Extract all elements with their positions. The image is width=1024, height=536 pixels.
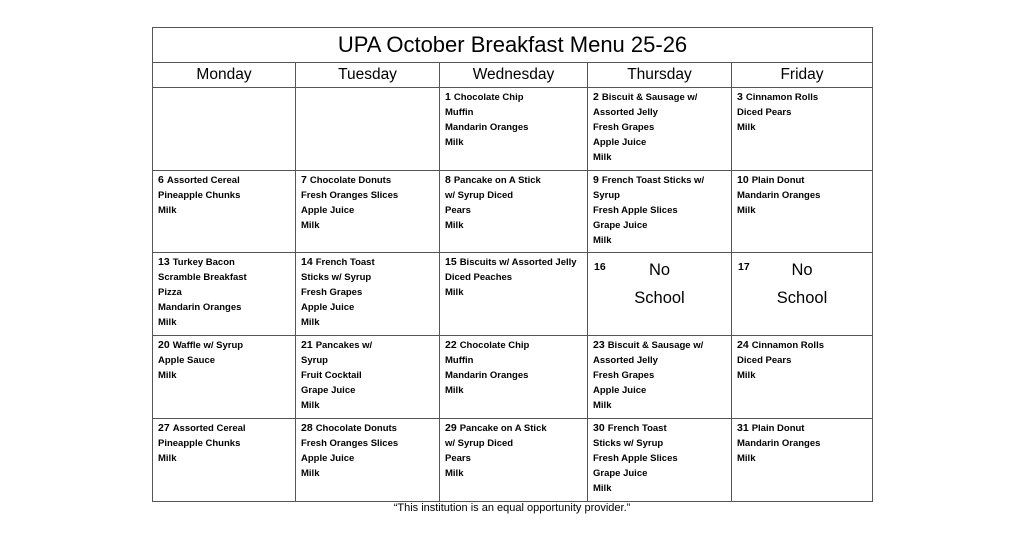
menu-item bbox=[593, 173, 726, 188]
menu-item-text: French Toast bbox=[607, 423, 667, 434]
day-cell-thursday bbox=[588, 253, 732, 336]
menu-item bbox=[593, 398, 726, 413]
week-row bbox=[153, 253, 873, 336]
no-school-line: School bbox=[634, 289, 685, 307]
day-cell-wednesday bbox=[440, 336, 588, 419]
menu-item bbox=[593, 436, 726, 451]
menu-item-text: Milk bbox=[445, 220, 464, 231]
menu-item-text: Pancakes w/ bbox=[315, 340, 373, 351]
menu-item-text: Milk bbox=[737, 205, 756, 216]
menu-item-text: Milk bbox=[445, 137, 464, 148]
menu-item-text: Apple Juice bbox=[301, 453, 355, 464]
menu-item-text: Turkey Bacon bbox=[172, 257, 235, 268]
menu-item bbox=[301, 338, 434, 353]
menu-item bbox=[301, 173, 434, 188]
menu-item-text: Diced Pears bbox=[737, 107, 792, 118]
day-cell-tuesday bbox=[296, 419, 440, 502]
menu-item bbox=[445, 466, 582, 481]
menu-item-text: Milk bbox=[737, 370, 756, 381]
date-number: 9 bbox=[593, 174, 599, 186]
menu-item bbox=[158, 203, 290, 218]
menu-item-text: French Toast bbox=[315, 257, 375, 268]
day-cell-thursday bbox=[588, 171, 732, 253]
menu-item-text: w/ Syrup Diced bbox=[445, 438, 514, 449]
menu-item bbox=[301, 188, 434, 203]
menu-item bbox=[445, 218, 582, 233]
menu-item-text: Pancake on A Stick bbox=[453, 175, 541, 186]
equal-opportunity-footer: “This institution is an equal opportunity provider.” bbox=[393, 502, 631, 514]
day-cell-wednesday bbox=[440, 253, 588, 336]
date-number: 17 bbox=[738, 261, 750, 273]
menu-item bbox=[301, 466, 434, 481]
menu-item bbox=[158, 338, 290, 353]
menu-item bbox=[593, 218, 726, 233]
menu-item-text: Grape Juice bbox=[593, 220, 648, 231]
day-cell-monday bbox=[153, 88, 296, 171]
menu-item bbox=[593, 466, 726, 481]
menu-item-text: Fresh Apple Slices bbox=[593, 453, 678, 464]
menu-item bbox=[158, 353, 290, 368]
menu-item bbox=[593, 338, 726, 353]
menu-item bbox=[445, 90, 582, 105]
day-header-friday: Friday bbox=[732, 63, 873, 88]
menu-item bbox=[445, 368, 582, 383]
menu-item bbox=[737, 451, 867, 466]
menu-item-text: Milk bbox=[158, 205, 177, 216]
menu-item-text: Diced Peaches bbox=[445, 272, 513, 283]
no-school-label bbox=[588, 256, 731, 312]
week-row bbox=[153, 88, 873, 171]
menu-item-text: Mandarin Oranges bbox=[737, 190, 821, 201]
menu-item bbox=[593, 451, 726, 466]
day-header-thursday: Thursday bbox=[588, 63, 732, 88]
menu-item-text: Pears bbox=[445, 453, 471, 464]
menu-item-text: Milk bbox=[301, 317, 320, 328]
menu-item bbox=[301, 203, 434, 218]
menu-item-text: Milk bbox=[445, 468, 464, 479]
day-header-monday: Monday bbox=[153, 63, 296, 88]
menu-item bbox=[593, 353, 726, 368]
menu-item bbox=[593, 150, 726, 165]
menu-item-text: Milk bbox=[737, 453, 756, 464]
date-number: 14 bbox=[301, 256, 313, 268]
menu-item bbox=[301, 368, 434, 383]
menu-item bbox=[737, 338, 867, 353]
menu-item bbox=[445, 436, 582, 451]
date-number: 8 bbox=[445, 174, 451, 186]
menu-item-text: Scramble Breakfast bbox=[158, 272, 247, 283]
day-cell-monday bbox=[153, 253, 296, 336]
menu-item-text: Diced Pears bbox=[737, 355, 792, 366]
day-cell-wednesday bbox=[440, 419, 588, 502]
menu-item-text: Apple Juice bbox=[593, 137, 647, 148]
menu-item bbox=[301, 285, 434, 300]
menu-item-text: Apple Juice bbox=[593, 385, 647, 396]
menu-item bbox=[158, 436, 290, 451]
week-row bbox=[153, 419, 873, 502]
day-cell-thursday bbox=[588, 419, 732, 502]
menu-item bbox=[301, 421, 434, 436]
page-title: UPA October Breakfast Menu 25-26 bbox=[153, 28, 873, 63]
date-number: 31 bbox=[737, 422, 749, 434]
no-school-box bbox=[588, 253, 731, 335]
menu-item-text: Pineapple Chunks bbox=[158, 190, 241, 201]
menu-item-text: Cinnamon Rolls bbox=[751, 340, 824, 351]
menu-item-text: Grape Juice bbox=[301, 385, 356, 396]
day-header-wednesday: Wednesday bbox=[440, 63, 588, 88]
menu-item-text: Fresh Apple Slices bbox=[593, 205, 678, 216]
menu-item-text: Biscuit & Sausage w/ bbox=[607, 340, 704, 351]
menu-item bbox=[445, 203, 582, 218]
day-cell-tuesday bbox=[296, 171, 440, 253]
menu-item-text: Biscuit & Sausage w/ bbox=[601, 92, 698, 103]
menu-item bbox=[445, 270, 582, 285]
menu-item bbox=[445, 173, 582, 188]
menu-item-text: Milk bbox=[593, 400, 612, 411]
menu-item-text: Assorted Jelly bbox=[593, 107, 658, 118]
menu-item bbox=[593, 105, 726, 120]
menu-item-text: Syrup bbox=[593, 190, 620, 201]
day-cell-friday bbox=[732, 88, 873, 171]
menu-item-text: Assorted Cereal bbox=[172, 423, 246, 434]
menu-item bbox=[737, 353, 867, 368]
date-number: 1 bbox=[445, 91, 451, 103]
date-number: 30 bbox=[593, 422, 605, 434]
menu-item-text: Sticks w/ Syrup bbox=[301, 272, 372, 283]
menu-item-text: Fresh Oranges Slices bbox=[301, 190, 399, 201]
menu-item bbox=[158, 421, 290, 436]
menu-item bbox=[737, 173, 867, 188]
menu-item-text: Pears bbox=[445, 205, 471, 216]
menu-item bbox=[737, 203, 867, 218]
menu-item-text: Milk bbox=[445, 287, 464, 298]
menu-item-text: Milk bbox=[593, 235, 612, 246]
date-number: 23 bbox=[593, 339, 605, 351]
menu-item bbox=[737, 120, 867, 135]
date-number: 13 bbox=[158, 256, 170, 268]
menu-item-text: French Toast Sticks w/ bbox=[601, 175, 705, 186]
menu-item-text: Mandarin Oranges bbox=[158, 302, 242, 313]
menu-item bbox=[158, 270, 290, 285]
menu-item-text: Pizza bbox=[158, 287, 182, 298]
date-number: 21 bbox=[301, 339, 313, 351]
no-school-line: School bbox=[776, 289, 828, 307]
menu-item-text: Apple Juice bbox=[301, 205, 355, 216]
menu-item bbox=[301, 398, 434, 413]
menu-item bbox=[445, 120, 582, 135]
date-number: 7 bbox=[301, 174, 307, 186]
date-number: 22 bbox=[445, 339, 457, 351]
menu-item bbox=[301, 436, 434, 451]
menu-item bbox=[301, 315, 434, 330]
day-cell-tuesday bbox=[296, 88, 440, 171]
menu-item-text: Milk bbox=[158, 370, 177, 381]
day-cell-thursday bbox=[588, 88, 732, 171]
date-number: 3 bbox=[737, 91, 743, 103]
menu-item-text: Milk bbox=[301, 220, 320, 231]
date-number: 27 bbox=[158, 422, 170, 434]
day-cell-friday bbox=[732, 171, 873, 253]
menu-item bbox=[593, 383, 726, 398]
menu-item-text: Milk bbox=[301, 400, 320, 411]
date-number: 16 bbox=[594, 261, 606, 273]
menu-item-text: Mandarin Oranges bbox=[445, 370, 529, 381]
menu-item bbox=[737, 188, 867, 203]
menu-item bbox=[737, 436, 867, 451]
menu-item-text: Fruit Cocktail bbox=[301, 370, 362, 381]
menu-item bbox=[158, 300, 290, 315]
menu-item bbox=[158, 285, 290, 300]
menu-item bbox=[445, 353, 582, 368]
menu-item bbox=[301, 300, 434, 315]
menu-item bbox=[301, 451, 434, 466]
menu-item bbox=[158, 173, 290, 188]
day-cell-tuesday bbox=[296, 336, 440, 419]
menu-item-text: Chocolate Donuts bbox=[315, 423, 397, 434]
menu-item bbox=[301, 255, 434, 270]
menu-item-text: Chocolate Chip bbox=[459, 340, 530, 351]
menu-item bbox=[445, 338, 582, 353]
day-cell-friday bbox=[732, 419, 873, 502]
menu-item-text: Apple Juice bbox=[301, 302, 355, 313]
menu-item-text: Mandarin Oranges bbox=[445, 122, 529, 133]
menu-item bbox=[593, 203, 726, 218]
menu-item-text: Milk bbox=[158, 317, 177, 328]
menu-item bbox=[593, 188, 726, 203]
menu-item-text: Milk bbox=[445, 385, 464, 396]
week-row bbox=[153, 336, 873, 419]
no-school-line: No bbox=[791, 261, 813, 279]
menu-item bbox=[737, 421, 867, 436]
day-cell-friday bbox=[732, 253, 873, 336]
day-cell-monday bbox=[153, 336, 296, 419]
menu-item bbox=[158, 188, 290, 203]
menu-item bbox=[445, 285, 582, 300]
menu-item-text: w/ Syrup Diced bbox=[445, 190, 514, 201]
menu-item bbox=[593, 120, 726, 135]
menu-item bbox=[737, 368, 867, 383]
menu-item-text: Cinnamon Rolls bbox=[745, 92, 819, 103]
menu-item bbox=[593, 90, 726, 105]
day-cell-wednesday bbox=[440, 171, 588, 253]
menu-item bbox=[301, 270, 434, 285]
menu-item-text: Assorted Cereal bbox=[166, 175, 240, 186]
date-number: 2 bbox=[593, 91, 599, 103]
menu-item-text: Syrup bbox=[301, 355, 328, 366]
menu-item-text: Chocolate Chip bbox=[453, 92, 524, 103]
date-number: 15 bbox=[445, 256, 457, 268]
menu-item bbox=[158, 315, 290, 330]
day-cell-thursday bbox=[588, 336, 732, 419]
day-cell-tuesday bbox=[296, 253, 440, 336]
menu-item bbox=[301, 353, 434, 368]
menu-item bbox=[445, 451, 582, 466]
day-cell-monday bbox=[153, 171, 296, 253]
date-number: 28 bbox=[301, 422, 313, 434]
menu-item bbox=[445, 255, 582, 270]
day-cell-monday bbox=[153, 419, 296, 502]
menu-item-text: Muffin bbox=[445, 107, 474, 118]
menu-item bbox=[445, 188, 582, 203]
no-school-label bbox=[732, 256, 872, 312]
menu-item-text: Pineapple Chunks bbox=[158, 438, 241, 449]
date-number: 24 bbox=[737, 339, 749, 351]
date-number: 10 bbox=[737, 174, 749, 186]
menu-item bbox=[445, 135, 582, 150]
menu-item bbox=[445, 421, 582, 436]
menu-item bbox=[301, 218, 434, 233]
menu-item-text: Milk bbox=[158, 453, 177, 464]
menu-item bbox=[158, 255, 290, 270]
menu-item-text: Fresh Grapes bbox=[593, 122, 655, 133]
menu-item-text: Sticks w/ Syrup bbox=[593, 438, 664, 449]
menu-item-text: Milk bbox=[737, 122, 756, 133]
no-school-box bbox=[732, 253, 872, 335]
menu-item-text: Waffle w/ Syrup bbox=[172, 340, 244, 351]
menu-item bbox=[593, 233, 726, 248]
menu-item-text: Fresh Grapes bbox=[593, 370, 655, 381]
menu-item bbox=[593, 135, 726, 150]
menu-item-text: Grape Juice bbox=[593, 468, 648, 479]
menu-item-text: Plain Donut bbox=[751, 423, 805, 434]
date-number: 29 bbox=[445, 422, 457, 434]
day-cell-friday bbox=[732, 336, 873, 419]
no-school-line: No bbox=[648, 261, 671, 279]
menu-item bbox=[445, 105, 582, 120]
date-number: 20 bbox=[158, 339, 170, 351]
menu-item-text: Milk bbox=[593, 483, 612, 494]
menu-item-text: Plain Donut bbox=[751, 175, 805, 186]
menu-item bbox=[593, 368, 726, 383]
menu-item bbox=[301, 383, 434, 398]
menu-item bbox=[445, 383, 582, 398]
day-header-tuesday: Tuesday bbox=[296, 63, 440, 88]
menu-item bbox=[593, 421, 726, 436]
menu-item-text: Fresh Grapes bbox=[301, 287, 363, 298]
date-number: 6 bbox=[158, 174, 164, 186]
menu-item-text: Pancake on A Stick bbox=[459, 423, 547, 434]
day-cell-wednesday bbox=[440, 88, 588, 171]
menu-item-text: Biscuits w/ Assorted Jelly bbox=[459, 257, 577, 268]
menu-item-text: Milk bbox=[301, 468, 320, 479]
menu-item-text: Apple Sauce bbox=[158, 355, 216, 366]
menu-item bbox=[737, 90, 867, 105]
menu-item-text: Chocolate Donuts bbox=[309, 175, 392, 186]
breakfast-menu-table bbox=[152, 27, 873, 502]
day-header-row bbox=[153, 63, 873, 88]
menu-item bbox=[593, 481, 726, 496]
menu-item-text: Assorted Jelly bbox=[593, 355, 658, 366]
menu-item bbox=[737, 105, 867, 120]
menu-item-text: Fresh Oranges Slices bbox=[301, 438, 399, 449]
menu-item bbox=[158, 368, 290, 383]
menu-item-text: Milk bbox=[593, 152, 612, 163]
week-row bbox=[153, 171, 873, 253]
menu-item-text: Mandarin Oranges bbox=[737, 438, 821, 449]
menu-item-text: Muffin bbox=[445, 355, 474, 366]
menu-item bbox=[158, 451, 290, 466]
